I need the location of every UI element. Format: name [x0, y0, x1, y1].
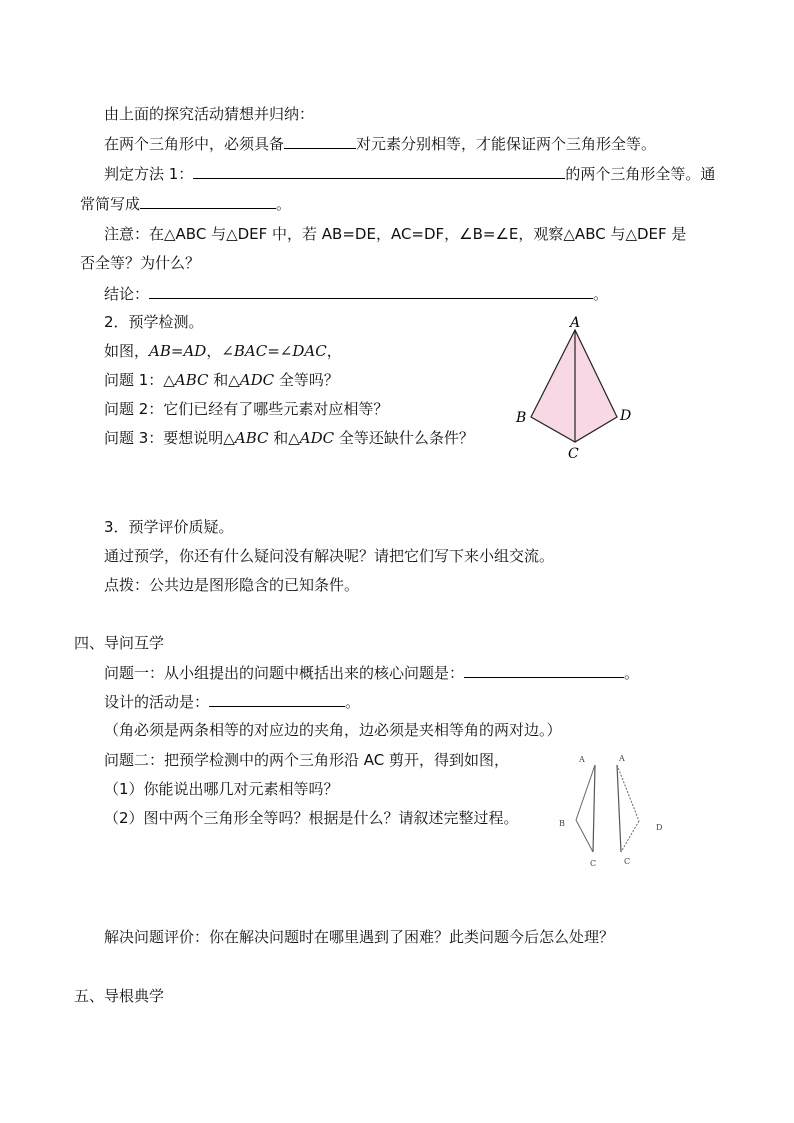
conclusion-blank[interactable]	[149, 283, 593, 299]
conclusion-label: 结论：	[104, 285, 150, 303]
label-c: C	[568, 446, 579, 462]
tri2-side-dc	[621, 821, 639, 852]
abbreviation-label: 常简写成	[80, 195, 141, 213]
question-2-line	[104, 399, 388, 419]
given-line	[104, 341, 342, 361]
core-question-pre: 问题一：从小组提出的问题中概括出来的核心问题是：	[104, 664, 465, 682]
label-a: A	[570, 315, 581, 331]
split-triangles-figure	[553, 748, 683, 873]
conclusion-end: 。	[593, 285, 609, 303]
evaluation-line	[104, 927, 614, 947]
given-eq1: AB=AD	[149, 342, 207, 360]
preview-test-title-text: 2．预学检测。	[104, 313, 204, 331]
condition-text-pre: 在两个三角形中，必须具备	[104, 135, 285, 153]
note-text-1: 注意：在△ABC 与△DEF 中，若 AB=DE，AC=DF，∠B=∠E，观察△ABC 与△DEF 是	[104, 225, 687, 243]
activity-pre: 设计的活动是：	[104, 693, 210, 711]
condition-blank[interactable]	[284, 133, 356, 149]
question-two-sub-1-text: （1）你能说出哪几对元素相等吗？	[104, 780, 339, 798]
given-eq2: ∠BAC=∠DAC	[221, 342, 327, 360]
method-1-label: 判定方法 1：	[104, 165, 194, 183]
question-two-sub-1	[104, 779, 339, 799]
label-b: B	[516, 410, 527, 426]
tri1-side-ab	[576, 765, 595, 820]
q3-adc: ADC	[299, 429, 335, 447]
tri2-side-ad	[617, 765, 639, 821]
preview-eval-text-1: 通过预学，你还有什么疑问没有解决呢？请把它们写下来小组交流。	[104, 547, 555, 565]
section-4-heading-text: 四、导问互学	[74, 634, 165, 652]
q1-abc: ABC	[174, 371, 209, 389]
method-1-line	[104, 163, 715, 184]
section-5-heading	[74, 986, 164, 1006]
q2-text: 问题 2：它们已经有了哪些元素对应相等？	[104, 400, 389, 418]
kite-shape	[531, 330, 617, 442]
preview-eval-line-1	[104, 546, 554, 566]
note-line-2	[80, 253, 200, 273]
question-two-line	[104, 750, 509, 770]
induction-condition	[104, 133, 656, 154]
kite-figure	[505, 312, 645, 462]
fig2-label-a2: A	[619, 754, 625, 763]
fig2-label-b: B	[559, 819, 565, 828]
given-end: ，	[326, 342, 342, 360]
q3-pre: 问题 3：要想说明△	[104, 429, 235, 447]
tri2-side-ac	[617, 765, 621, 852]
induction-intro	[104, 104, 314, 124]
label-d: D	[620, 408, 632, 424]
angle-note-text: （角必须是两条相等的对应边的夹角，边必须是夹相等角的两对边。）	[104, 721, 562, 739]
activity-line	[104, 691, 360, 712]
question-two-sub-2	[104, 808, 519, 828]
core-question-blank[interactable]	[464, 662, 624, 678]
q3-post: 全等还缺什么条件？	[334, 429, 474, 447]
fig2-label-c1: C	[590, 859, 597, 868]
core-question-end: 。	[624, 664, 640, 682]
core-question-line	[104, 662, 639, 683]
question-3-line	[104, 428, 474, 448]
question-two-sub-2-text: （2）图中两个三角形全等吗？根据是什么？请叙述完整过程。	[104, 809, 519, 827]
given-sep: ，	[206, 342, 222, 360]
preview-test-title	[104, 312, 204, 332]
question-1-line	[104, 370, 339, 390]
abbreviation-end: 。	[276, 195, 292, 213]
tri1-side-bc	[576, 820, 593, 852]
evaluation-text: 解决问题评价：你在解决问题时在哪里遇到了困难？此类问题今后怎么处理？	[104, 928, 615, 946]
method-1-blank[interactable]	[193, 163, 565, 179]
angle-note-line	[104, 720, 562, 740]
preview-eval-text-2: 点拨：公共边是图形隐含的已知条件。	[104, 576, 360, 594]
induction-intro-text: 由上面的探究活动猜想并归纳：	[104, 105, 315, 123]
conclusion-line	[104, 283, 608, 304]
preview-eval-title	[104, 517, 234, 537]
preview-eval-line-2	[104, 575, 359, 595]
question-two-text: 问题二：把预学检测中的两个三角形沿 AC 剪开，得到如图，	[104, 751, 510, 769]
abbreviation-line	[80, 193, 291, 214]
note-text-2: 否全等？为什么？	[80, 254, 201, 272]
section-4-heading	[74, 633, 164, 653]
tri1-side-ac	[593, 765, 595, 852]
q3-abc: ABC	[234, 429, 269, 447]
q3-mid: 和△	[268, 429, 300, 447]
q1-pre: 问题 1：△	[104, 371, 175, 389]
activity-end: 。	[345, 693, 361, 711]
condition-text-post: 对元素分别相等，才能保证两个三角形全等。	[356, 135, 657, 153]
q1-mid: 和△	[208, 371, 240, 389]
fig2-label-d: D	[656, 823, 663, 832]
activity-blank[interactable]	[209, 691, 345, 707]
section-5-heading-text: 五、导根典学	[74, 987, 165, 1005]
fig2-label-c2: C	[624, 857, 631, 866]
abbreviation-blank[interactable]	[140, 193, 276, 209]
preview-eval-title-text: 3．预学评价质疑。	[104, 518, 234, 536]
q1-post: 全等吗？	[274, 371, 339, 389]
method-1-text-post: 的两个三角形全等。通	[565, 165, 716, 183]
given-pre: 如图，	[104, 342, 150, 360]
fig2-label-a1: A	[579, 755, 585, 764]
q1-adc: ADC	[239, 371, 275, 389]
note-line-1	[104, 224, 686, 244]
